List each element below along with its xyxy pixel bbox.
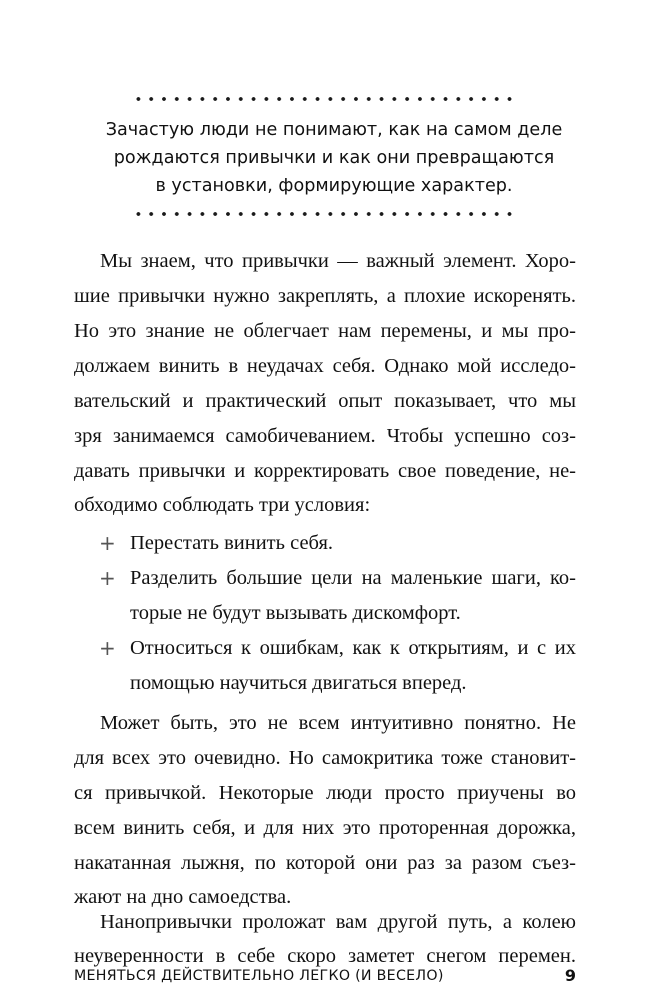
list-item: Перестать винить себя. [130,532,334,554]
paragraph-2-line: жают на дно самоедства. [74,886,292,908]
list-item: Разделить большие цели на маленькие шаги, ко- [130,567,576,589]
callout-line: рождаются привычки и как они превращаются [113,148,555,168]
paragraph-2-line: накатанная лыжня, по которой они раз за разом съез- [74,852,576,874]
paragraph-1-line: Но это знание не облегчает нам перемены, и мы про- [74,320,576,342]
list-item-continuation: торые не будут вызывать дискомфорт. [130,602,461,624]
paragraph-1-line: зря занимаемся самобичеванием. Чтобы успешно соз- [74,425,576,447]
paragraph-1-line: должаем винить в неудачах себя. Однако мой исследо- [74,355,576,377]
paragraph-2-line: для всех это очевидно. Но самокритика тоже становит- [74,747,576,769]
callout-text [80,116,588,200]
paragraph-1-line: обходимо соблюдать три условия: [74,494,371,516]
list-item-continuation: помощью научиться двигаться вперед. [130,672,467,694]
plus-bullet-icon: + [99,531,116,555]
paragraph-1-line: вательский и практический опыт показывает, что мы [74,390,576,412]
running-footer-title: МЕНЯТЬСЯ ДЕЙСТВИТЕЛЬНО ЛЕГКО (И ВЕСЕЛО) [74,968,444,984]
paragraph-3-line: неуверенности в себе скоро заметет снегом перемен. [74,945,576,967]
plus-bullet-icon: + [99,566,116,590]
callout-line: в установки, формирующие характер. [155,176,513,196]
paragraph-2-line: ся привычкой. Некоторые люди просто приучены во [74,782,576,804]
callout-line: Зачастую люди не понимают, как на самом деле [105,120,563,140]
paragraph-2-line: всем винить себя, и для них это проторенная дорожка, [74,817,576,839]
page-number: 9 [564,966,576,985]
callout-bottom-dotted-rule [132,212,516,216]
plus-bullet-icon: + [99,636,116,660]
callout-top-dotted-rule [132,97,516,101]
paragraph-1-line: шие привычки нужно закреплять, а плохие искоренять. [74,285,576,307]
paragraph-1-line: Мы знаем, что привычки — важный элемент. Хоро- [100,250,576,272]
paragraph-1-line: давать привычки и корректировать свое поведение, не- [74,460,576,482]
paragraph-3-line: Нанопривычки проложат вам другой путь, а колею [100,911,576,933]
paragraph-2-line: Может быть, это не всем интуитивно понятно. Не [100,712,576,734]
list-item: Относиться к ошибкам, как к открытиям, и с их [130,637,576,659]
